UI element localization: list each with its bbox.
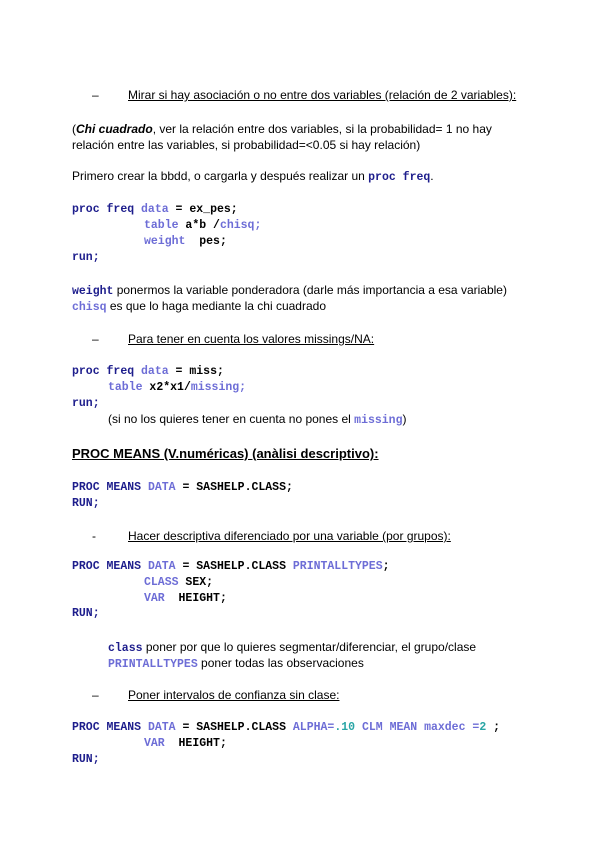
chisq-kw: chisq <box>72 301 107 314</box>
code5-line1 <box>72 720 500 735</box>
class-var: SEX; <box>185 576 214 589</box>
dataset-name: miss; <box>189 365 224 378</box>
code4-line1 <box>72 559 390 574</box>
missing-note-text: (si no los quieres tener en cuenta no pones el <box>108 412 355 426</box>
opt-class: CLASS <box>144 576 179 589</box>
paren: ( <box>72 122 76 136</box>
opt-printalltypes: PRINTALLTYPES <box>292 560 383 573</box>
var-var: HEIGHT; <box>178 592 227 605</box>
maxdec-eq: = <box>465 721 480 734</box>
weight-explanation <box>72 283 507 299</box>
period: . <box>430 169 434 183</box>
code1-line2 <box>144 218 261 233</box>
alpha-eq: = <box>327 721 335 734</box>
opt-data: DATA <box>147 481 176 494</box>
missing-note <box>108 412 406 428</box>
proc-freq-inline: proc freq <box>368 171 431 184</box>
code1-run <box>72 250 100 265</box>
chi-cuadrado-term: Chi cuadrado <box>76 122 153 136</box>
eq: = <box>175 721 197 734</box>
chi-line1-text: , ver la relación entre dos variables, si la probabilidad= 1 no hay <box>152 122 492 136</box>
opt-weight: weight <box>144 235 186 248</box>
kw-run: RUN; <box>72 607 100 620</box>
code4-line2 <box>144 575 213 590</box>
code2-line2 <box>108 380 246 395</box>
code1-line1 <box>72 202 238 217</box>
opt-data: DATA <box>147 721 176 734</box>
kw-proc: PROC <box>72 721 100 734</box>
bullet-dash: - <box>92 529 96 543</box>
chisq-expl-text: es que lo haga mediante la chi cuadrado <box>106 299 327 313</box>
opt-table: table <box>144 219 179 232</box>
missing-kw: missing <box>354 414 403 427</box>
semicolon: ; <box>382 560 390 573</box>
eq: = <box>168 203 190 216</box>
chi-paragraph-line2: relación entre las variables, si probabilidad=<0.05 si hay relación) <box>72 138 421 152</box>
weight-var: pes; <box>199 235 227 248</box>
class-kw: class <box>108 642 143 655</box>
table-expr: a*b <box>185 219 207 232</box>
printalltypes-explanation <box>108 656 364 672</box>
kw-means: MEANS <box>106 721 142 734</box>
code1-line3 <box>144 234 227 249</box>
opt-mean: MEAN <box>389 721 418 734</box>
opt-data: DATA <box>147 560 176 573</box>
pt-expl-text: poner todas las observaciones <box>197 656 364 670</box>
bullet-text: Hacer descriptiva diferenciado por una variable (por grupos): <box>128 529 451 543</box>
code4-run <box>72 606 100 621</box>
primero-text: Primero crear la bbdd, o cargarla y después realizar un <box>72 169 369 183</box>
code4-line3 <box>144 591 227 606</box>
bullet-association <box>92 88 516 103</box>
kw-proc: PROC <box>72 560 100 573</box>
kw-freq: freq <box>106 203 135 216</box>
kw-means: MEANS <box>106 481 142 494</box>
paren-close: ) <box>402 412 407 426</box>
kw-proc: proc <box>72 365 100 378</box>
eq: = <box>168 365 190 378</box>
primero-paragraph <box>72 169 434 185</box>
bullet-text: Poner intervalos de confianza sin clase: <box>128 688 340 702</box>
class-expl-text: poner por que lo quieres segmentar/diferenciar, el grupo/clase <box>142 640 477 654</box>
kw-run: run; <box>72 397 100 410</box>
kw-proc: proc <box>72 203 100 216</box>
eq: = <box>175 481 197 494</box>
class-explanation <box>108 640 476 656</box>
weight-kw: weight <box>72 285 114 298</box>
slash: / <box>183 381 191 394</box>
opt-missing: missing; <box>190 381 247 394</box>
opt-data: data <box>141 203 169 216</box>
kw-run: RUN; <box>72 753 100 766</box>
printalltypes-kw: PRINTALLTYPES <box>108 658 198 671</box>
bullet-text: Para tener en cuenta los valores missings/NA: <box>128 332 375 346</box>
chisq-explanation <box>72 299 326 315</box>
bullet-text: Mirar si hay asociación o no entre dos variables (relación de 2 variables): <box>128 88 517 102</box>
code5-line2 <box>144 736 227 751</box>
opt-alpha: ALPHA <box>292 721 328 734</box>
opt-var: VAR <box>144 737 165 750</box>
bullet-confidence-intervals <box>92 688 339 703</box>
code5-run <box>72 752 100 767</box>
code2-line1 <box>72 364 224 379</box>
weight-expl-text: ponermos la variable ponderadora (darle más importancia a esa variable) <box>113 283 507 297</box>
alpha-value: .10 <box>334 721 356 734</box>
dataset-name: SASHELP.CLASS <box>196 721 293 734</box>
code3-line1 <box>72 480 293 495</box>
opt-data: data <box>141 365 169 378</box>
kw-run: run; <box>72 251 100 264</box>
code3-run <box>72 496 100 511</box>
dataset-name: SASHELP.CLASS <box>196 560 293 573</box>
chi-paragraph-line1 <box>72 122 526 137</box>
opt-table: table <box>108 381 143 394</box>
kw-freq: freq <box>106 365 135 378</box>
kw-means: MEANS <box>106 560 142 573</box>
bullet-dash: – <box>92 332 99 346</box>
bullet-dash: – <box>92 688 99 702</box>
opt-var: VAR <box>144 592 165 605</box>
opt-clm: CLM <box>361 721 383 734</box>
var-var: HEIGHT; <box>178 737 227 750</box>
dataset-name: ex_pes; <box>189 203 238 216</box>
dataset-name: SASHELP.CLASS; <box>196 481 293 494</box>
maxdec-value: 2 <box>479 721 487 734</box>
bullet-by-groups <box>92 529 451 544</box>
bullet-missings <box>92 332 374 347</box>
bullet-dash: – <box>92 88 99 102</box>
opt-chisq: chisq; <box>219 219 262 232</box>
semicolon: ; <box>486 721 501 734</box>
kw-proc: PROC <box>72 481 100 494</box>
kw-run: RUN; <box>72 497 100 510</box>
table-expr: x2*x1 <box>149 381 184 394</box>
section-heading-proc-means: PROC MEANS (V.numéricas) (anàlisi descriptivo): <box>72 446 379 461</box>
eq: = <box>175 560 197 573</box>
opt-maxdec: maxdec <box>424 721 466 734</box>
slash: / <box>206 219 220 232</box>
code2-run <box>72 396 100 411</box>
